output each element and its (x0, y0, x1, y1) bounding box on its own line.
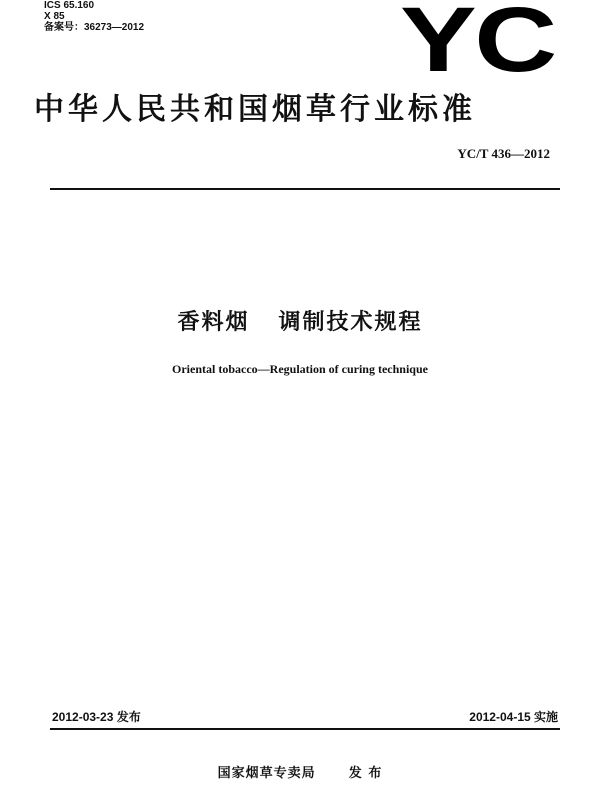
header-divider (50, 188, 560, 190)
footer-divider (50, 728, 560, 730)
document-title-en: Oriental tobacco—Regulation of curing technique (172, 362, 428, 376)
record-number: 备案号：36273—2012 (44, 22, 145, 33)
document-title-cn: 香料烟 调制技术规程 (177, 310, 423, 335)
ics-code: ICS 65.160 (44, 0, 95, 11)
implement-date: 2012-04-15 实施 (469, 710, 558, 724)
header-meta (44, 0, 144, 33)
release-date: 2012-03-23 发布 (52, 710, 141, 724)
issuer: 国家烟草专卖局 发 布 (217, 766, 383, 781)
class-code: X 85 (44, 11, 65, 22)
standard-title: 中华人民共和国烟草行业标准 (34, 92, 476, 127)
yc-logo: YC (400, 0, 555, 91)
standard-code: YC/T 436—2012 (457, 146, 550, 161)
